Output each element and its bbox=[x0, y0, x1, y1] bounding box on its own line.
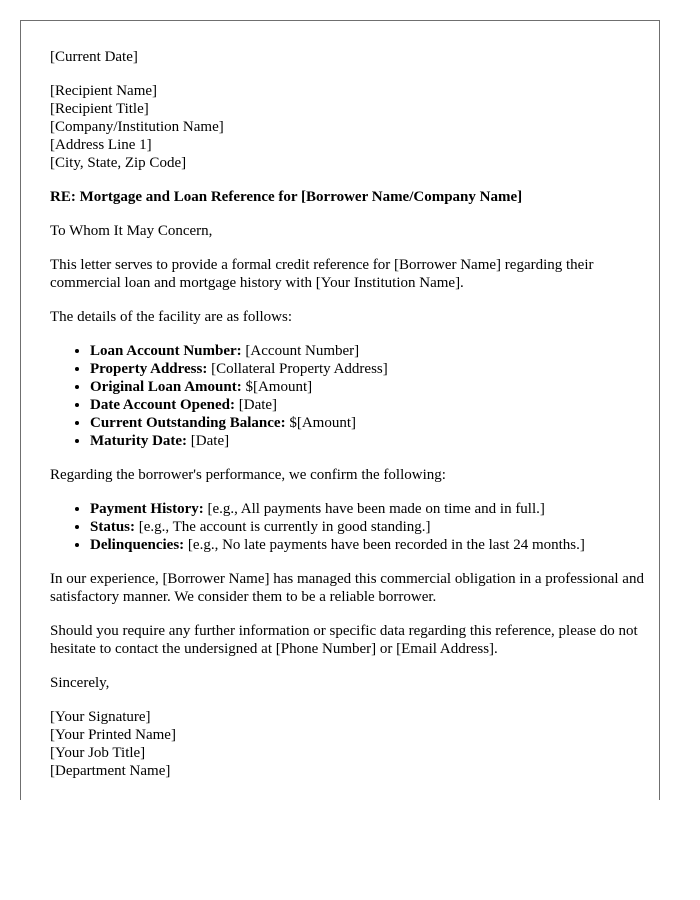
signature-block bbox=[50, 708, 650, 780]
list-item bbox=[90, 396, 650, 414]
intro-paragraph: This letter serves to provide a formal credit reference for [Borrower Name] regarding their commercial loan and mortgage history with [Your Institution Name]. bbox=[50, 257, 594, 291]
list-item bbox=[90, 378, 650, 396]
recipient-name: [Recipient Name] bbox=[50, 83, 158, 99]
facility-details-list bbox=[50, 342, 650, 450]
detail-value: [Account Number] bbox=[241, 343, 360, 359]
list-item bbox=[90, 342, 650, 360]
detail-label: Status: bbox=[90, 519, 136, 535]
list-item bbox=[90, 432, 650, 450]
detail-label: Property Address: bbox=[90, 361, 208, 377]
detail-label: Current Outstanding Balance: bbox=[90, 415, 286, 431]
list-item bbox=[90, 518, 650, 536]
printed-name: [Your Printed Name] bbox=[50, 727, 176, 743]
closing: Sincerely, bbox=[50, 675, 110, 691]
detail-value: [Date] bbox=[235, 397, 278, 413]
recipient-company: [Company/Institution Name] bbox=[50, 119, 224, 135]
list-item bbox=[90, 360, 650, 378]
list-item bbox=[90, 536, 650, 554]
detail-label: Payment History: bbox=[90, 501, 204, 517]
detail-value: [e.g., No late payments have been recorded in the last 24 months.] bbox=[184, 537, 585, 553]
subject-line: RE: Mortgage and Loan Reference for [Borrower Name/Company Name] bbox=[50, 189, 523, 205]
detail-value: [Collateral Property Address] bbox=[207, 361, 388, 377]
recipient-address-line: [Address Line 1] bbox=[50, 137, 152, 153]
letter-body bbox=[50, 48, 650, 796]
detail-label: Delinquencies: bbox=[90, 537, 185, 553]
experience-paragraph: In our experience, [Borrower Name] has managed this commercial obligation in a professional and satisfactory manner. We consider them to be a reliable borrower. bbox=[50, 571, 644, 605]
recipient-block bbox=[50, 82, 650, 172]
salutation: To Whom It May Concern, bbox=[50, 223, 213, 239]
detail-value: [e.g., All payments have been made on time and in full.] bbox=[203, 501, 545, 517]
detail-label: Date Account Opened: bbox=[90, 397, 235, 413]
recipient-title: [Recipient Title] bbox=[50, 101, 149, 117]
detail-label: Loan Account Number: bbox=[90, 343, 242, 359]
performance-intro: Regarding the borrower's performance, we confirm the following: bbox=[50, 467, 446, 483]
detail-value: $[Amount] bbox=[241, 379, 313, 395]
detail-value: $[Amount] bbox=[285, 415, 356, 431]
signature: [Your Signature] bbox=[50, 709, 151, 725]
detail-label: Original Loan Amount: bbox=[90, 379, 242, 395]
facility-intro: The details of the facility are as follows: bbox=[50, 309, 292, 325]
recipient-city-state-zip: [City, State, Zip Code] bbox=[50, 155, 187, 171]
detail-value: [Date] bbox=[187, 433, 230, 449]
contact-paragraph: Should you require any further information or specific data regarding this reference, please do not hesitate to contact the undersigned at [Phone Number] or [Email Address]. bbox=[50, 623, 638, 657]
detail-value: [e.g., The account is currently in good standing.] bbox=[135, 519, 431, 535]
list-item bbox=[90, 414, 650, 432]
performance-details-list bbox=[50, 500, 650, 554]
letter-page bbox=[20, 20, 660, 800]
job-title: [Your Job Title] bbox=[50, 745, 146, 761]
list-item bbox=[90, 500, 650, 518]
letter-date: [Current Date] bbox=[50, 49, 138, 65]
detail-label: Maturity Date: bbox=[90, 433, 188, 449]
department-name: [Department Name] bbox=[50, 763, 171, 779]
